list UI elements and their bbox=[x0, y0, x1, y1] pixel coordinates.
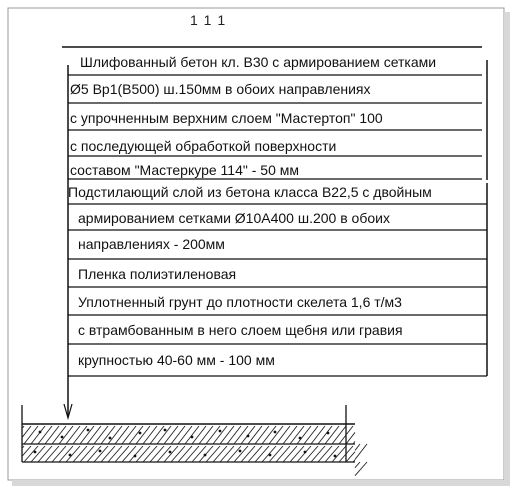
concrete-layer-line-4: с последующей обработкой поверхности bbox=[70, 138, 337, 154]
hatch-line bbox=[318, 426, 332, 444]
concrete-layer-line-2: Ø5 Вр1(В500) ш.150мм в обоих направлениях bbox=[70, 81, 371, 97]
aggregate-dot bbox=[109, 437, 112, 440]
hatch-line bbox=[129, 446, 143, 462]
hatch-line bbox=[101, 426, 115, 444]
hatch-line bbox=[318, 446, 332, 462]
aggregate-dot bbox=[61, 436, 64, 439]
aggregate-dot bbox=[139, 432, 142, 435]
aggregate-dot bbox=[304, 451, 307, 454]
hatch-line bbox=[332, 446, 346, 462]
hatch-line bbox=[136, 446, 150, 462]
concrete-layer-line-1: Шлифованный бетон кл. В30 с армированием сетками bbox=[80, 54, 437, 70]
aggregate-dot bbox=[334, 455, 337, 458]
underlayer-line-1: Подстилающий слой из бетона класса В22,5 с двойным bbox=[68, 184, 432, 200]
hatch-line bbox=[213, 446, 227, 462]
hatch-line bbox=[108, 446, 122, 462]
hatch-line bbox=[22, 446, 31, 456]
soil-layer-line-3: крупностью 40-60 мм - 100 мм bbox=[78, 352, 275, 368]
hatch-line bbox=[346, 452, 355, 462]
hatch-line bbox=[297, 426, 311, 444]
underlayer-line-3: направлениях - 200мм bbox=[78, 236, 225, 252]
hatch-line bbox=[276, 426, 290, 444]
hatch-line bbox=[355, 462, 360, 468]
aggregate-dot bbox=[191, 436, 194, 439]
hatch-line bbox=[248, 446, 262, 462]
hatch-line bbox=[80, 426, 94, 444]
hatch-line bbox=[192, 446, 206, 462]
hatch-line bbox=[178, 426, 192, 444]
hatch-line bbox=[206, 426, 220, 444]
aggregate-dot bbox=[219, 430, 222, 433]
hatch-line bbox=[87, 446, 101, 462]
hatch-line bbox=[206, 446, 220, 462]
hatch-line bbox=[325, 446, 339, 462]
aggregate-dot bbox=[269, 454, 272, 457]
hatch-line bbox=[94, 446, 108, 462]
hatch-line bbox=[150, 426, 164, 444]
hatch-line bbox=[122, 426, 136, 444]
hatch-line bbox=[297, 446, 311, 462]
hatch-line bbox=[311, 446, 325, 462]
hatch-line bbox=[290, 426, 304, 444]
aggregate-dot bbox=[274, 431, 277, 434]
hatch-line bbox=[143, 446, 157, 462]
hatch-line bbox=[101, 446, 115, 462]
hatch-line bbox=[80, 446, 94, 462]
underlayer-line-2: армированием сетками Ø10А400 ш.200 в обоих bbox=[78, 210, 390, 226]
hatch-line bbox=[325, 426, 339, 444]
hatch-line bbox=[164, 426, 178, 444]
hatch-line bbox=[24, 446, 38, 462]
soil-layer-line-2: с втрамбованным в него слоем щебня или гравия bbox=[78, 322, 403, 338]
hatch-line bbox=[143, 426, 157, 444]
hatch-line bbox=[157, 446, 171, 462]
hatch-line bbox=[332, 426, 346, 444]
hatch-line bbox=[185, 446, 199, 462]
hatch-line bbox=[234, 446, 248, 462]
hatch-line bbox=[171, 446, 185, 462]
hatch-line bbox=[136, 426, 150, 444]
hatch-line bbox=[73, 426, 87, 444]
hatch-line bbox=[171, 426, 185, 444]
hatch-line bbox=[269, 446, 283, 462]
hatch-line bbox=[304, 426, 318, 444]
paper-shadow-right bbox=[504, 12, 510, 486]
aggregate-dot bbox=[134, 455, 137, 458]
aggregate-dot bbox=[169, 451, 172, 454]
hatch-line bbox=[355, 444, 360, 450]
hatch-line bbox=[262, 426, 276, 444]
hatch-line bbox=[52, 446, 66, 462]
hatch-line bbox=[304, 446, 318, 462]
hatch-line bbox=[276, 446, 290, 462]
concrete-layer-line-5: составом "Мастеркуре 114" - 50 мм bbox=[70, 162, 299, 178]
aggregate-dot bbox=[69, 454, 72, 457]
hatch-line bbox=[290, 446, 304, 462]
hatch-line bbox=[255, 446, 269, 462]
hatch-line bbox=[108, 426, 122, 444]
hatch-line bbox=[213, 426, 227, 444]
hatch-line bbox=[59, 426, 73, 444]
hatch-line bbox=[45, 446, 59, 462]
hatch-line bbox=[178, 446, 192, 462]
hatch-line bbox=[24, 426, 38, 444]
hatch-line bbox=[283, 426, 297, 444]
aggregate-dot bbox=[34, 451, 37, 454]
hatch-line bbox=[220, 426, 234, 444]
concrete-layer-line-3: с упрочненным верхним слоем "Мастертоп" 100 bbox=[70, 110, 383, 126]
hatch-line bbox=[52, 426, 66, 444]
hatch-line bbox=[122, 446, 136, 462]
hatch-line bbox=[31, 446, 45, 462]
hatch-line bbox=[22, 426, 31, 438]
hatch-line bbox=[73, 446, 87, 462]
hatch-line bbox=[115, 446, 129, 462]
hatch-line bbox=[355, 444, 367, 459]
hatch-line bbox=[66, 426, 80, 444]
hatch-line bbox=[164, 446, 178, 462]
hatch-line bbox=[227, 426, 241, 444]
soil-layer-line-1: Уплотненный грунт до плотности скелета 1,6 т/м3 bbox=[78, 294, 402, 310]
header-mark: 1 1 1 bbox=[190, 12, 227, 28]
hatch-line bbox=[283, 446, 297, 462]
hatch-line bbox=[241, 446, 255, 462]
hatch-line bbox=[38, 426, 52, 444]
hatch-line bbox=[311, 426, 325, 444]
hatch-line bbox=[199, 426, 213, 444]
hatch-line bbox=[38, 446, 52, 462]
film-layer-line-1: Пленка полиэтиленовая bbox=[78, 266, 237, 282]
aggregate-dot bbox=[247, 435, 250, 438]
aggregate-dot bbox=[39, 431, 42, 434]
paper-shadow bbox=[12, 480, 508, 486]
hatch-line bbox=[220, 446, 234, 462]
hatch-line bbox=[346, 432, 355, 444]
hatch-line bbox=[94, 426, 108, 444]
hatch-line bbox=[269, 426, 283, 444]
aggregate-dot bbox=[299, 437, 302, 440]
hatch-line bbox=[234, 426, 248, 444]
hatch-line bbox=[31, 426, 45, 444]
hatch-line bbox=[45, 426, 59, 444]
hatch-line bbox=[129, 426, 143, 444]
hatch-line bbox=[66, 446, 80, 462]
hatch-line bbox=[355, 462, 367, 476]
section-hatching bbox=[22, 426, 367, 476]
aggregate-dot bbox=[327, 432, 330, 435]
hatch-line bbox=[115, 426, 129, 444]
hatch-line bbox=[255, 426, 269, 444]
aggregate-dot bbox=[87, 429, 90, 432]
hatch-line bbox=[157, 426, 171, 444]
aggregate-dot bbox=[204, 454, 207, 457]
aggregate-dot bbox=[164, 429, 167, 432]
hatch-line bbox=[262, 446, 276, 462]
aggregate-dot bbox=[239, 450, 242, 453]
hatch-line bbox=[185, 426, 199, 444]
hatch-line bbox=[227, 446, 241, 462]
hatch-line bbox=[248, 426, 262, 444]
aggregate-dot bbox=[99, 450, 102, 453]
hatch-line bbox=[199, 446, 213, 462]
hatch-line bbox=[150, 446, 164, 462]
hatch-line bbox=[87, 426, 101, 444]
hatch-line bbox=[192, 426, 206, 444]
